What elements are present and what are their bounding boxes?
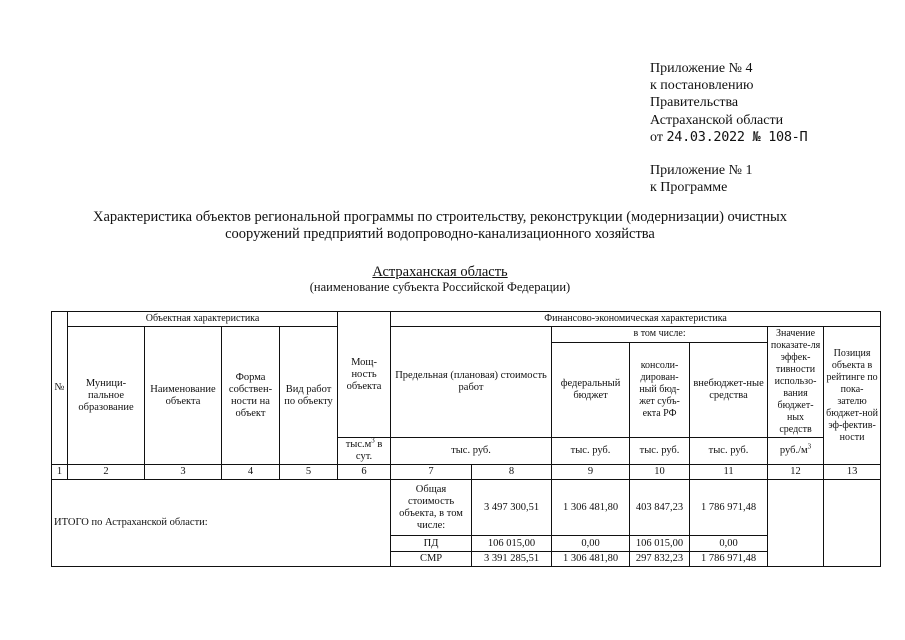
federal-cell: 1 306 481,80: [552, 552, 630, 567]
region-name: Астраханская область: [372, 264, 508, 280]
total-cost-cell: 106 015,00: [472, 536, 552, 552]
date-prefix: от: [650, 129, 663, 145]
unit-extrabudget: тыс. руб.: [690, 438, 768, 465]
column-number: 6: [338, 465, 391, 480]
heading-line: Характеристика объектов региональной программы по строительству, реконструкции (модернизации) очистных: [92, 209, 787, 225]
unit-total-cost: тыс. руб.: [391, 438, 552, 465]
header-total-cost: Предельная (плановая) стоимость работ: [391, 327, 552, 438]
header-rating: Позиция объекта в рейтинге по пока-зателю бюджет-ной эф-фектив-ности: [824, 327, 881, 465]
column-number: 7: [391, 465, 472, 480]
consolidated-cell: 297 832,23: [630, 552, 690, 567]
column-number: 2: [68, 465, 145, 480]
unit-federal: тыс. руб.: [552, 438, 630, 465]
appendix-line: к постановлению: [650, 78, 754, 94]
document-heading: [40, 209, 840, 243]
header-federal-budget: федеральный бюджет: [552, 342, 630, 437]
header-municipality: Муници-пальное образование: [68, 327, 145, 465]
objects-table: [51, 311, 881, 567]
header-capacity: Мощ-ность объекта: [338, 312, 391, 438]
column-number: 3: [145, 465, 222, 480]
extrabudget-cell: 1 786 971,48: [690, 552, 768, 567]
total-cost-cell: 3 391 285,51: [472, 552, 552, 567]
column-number: 11: [690, 465, 768, 480]
column-number: 9: [552, 465, 630, 480]
row-label: Общая стоимость объекта, в том числе:: [391, 480, 472, 536]
header-extrabudget: внебюджет-ные средства: [690, 342, 768, 437]
table-row: [52, 480, 881, 536]
column-number: 1: [52, 465, 68, 480]
appendix-line: Приложение № 4: [650, 61, 753, 76]
total-label: ИТОГО по Астраханской области:: [52, 480, 391, 567]
appendix-line: к Программе: [650, 180, 728, 196]
header-including: в том числе:: [552, 327, 768, 343]
column-number: 12: [768, 465, 824, 480]
consolidated-cell: 106 015,00: [630, 536, 690, 552]
header-efficiency: Значение показате-ля эффек-тивности использо-вания бюджет-ных средств: [768, 327, 824, 438]
header-ownership: Форма собствен-ности на объект: [222, 327, 280, 465]
column-number: 8: [472, 465, 552, 480]
heading-line: сооружений предприятий водопроводно-канализационного хозяйства: [225, 226, 655, 242]
appendix-line: Правительства: [650, 95, 739, 111]
unit-consolidated: тыс. руб.: [630, 438, 690, 465]
federal-cell: 1 306 481,80: [552, 480, 630, 536]
efficiency-cell: [768, 480, 824, 567]
total-cost-cell: 3 497 300,51: [472, 480, 552, 536]
appendix-line: Астраханской области: [650, 112, 784, 128]
resolution-date-line: [650, 129, 807, 146]
extrabudget-cell: 1 786 971,48: [690, 480, 768, 536]
region-caption: (наименование субъекта Российской Федерации): [309, 280, 571, 294]
unit-efficiency: $руб./м^3$: [768, 438, 824, 465]
rating-cell: [824, 480, 881, 567]
column-number: 5: [280, 465, 338, 480]
header-consolidated-budget: консоли-дирован-ный бюд-жет субъ-екта РФ: [630, 342, 690, 437]
resolution-date-number: 24.03.2022 № 108-П: [666, 128, 808, 145]
header-work-type: Вид работ по объекту: [280, 327, 338, 465]
column-number: 13: [824, 465, 881, 480]
group-object-characteristics: Объектная характеристика: [68, 312, 338, 327]
row-label: ПД: [391, 536, 472, 552]
unit-capacity: $тыс.м^3$ в сут.: [338, 438, 391, 465]
column-number: 4: [222, 465, 280, 480]
appendix-block: [650, 60, 807, 196]
column-number: 10: [630, 465, 690, 480]
consolidated-cell: 403 847,23: [630, 480, 690, 536]
federal-cell: 0,00: [552, 536, 630, 552]
extrabudget-cell: 0,00: [690, 536, 768, 552]
group-finance-characteristics: Финансово-экономическая характеристика: [391, 312, 881, 327]
row-label: СМР: [391, 552, 472, 567]
header-object-name: Наименование объекта: [145, 327, 222, 465]
appendix-line: Приложение № 1: [650, 163, 753, 179]
header-number: №: [52, 312, 68, 465]
